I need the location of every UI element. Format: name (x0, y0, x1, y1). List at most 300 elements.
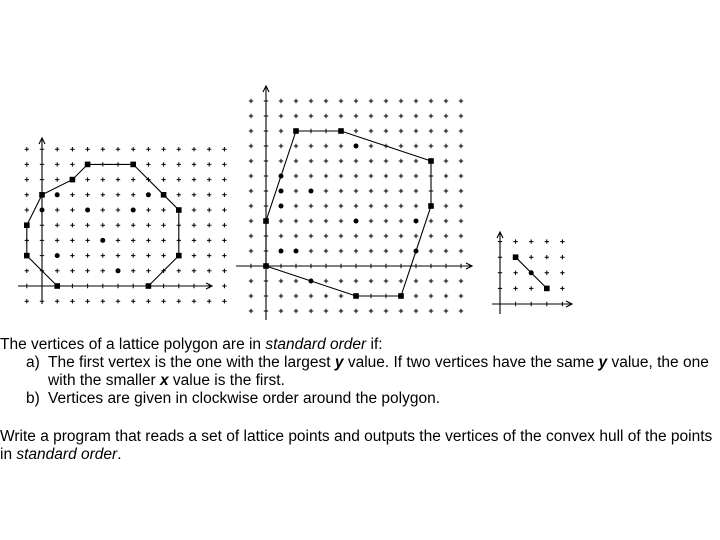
task-standard-order-term: standard order (16, 446, 118, 463)
lattice-point (369, 234, 373, 238)
lattice-point (25, 162, 29, 166)
lattice-point (324, 219, 328, 223)
lattice-point (339, 279, 343, 283)
interior-point (100, 238, 105, 243)
lattice-point (70, 238, 74, 242)
interior-point (354, 144, 359, 149)
lattice-point (444, 234, 448, 238)
lattice-point (560, 255, 564, 259)
lattice-point (249, 234, 253, 238)
lattice-point (294, 234, 298, 238)
lattice-point (207, 253, 211, 257)
lattice-point (339, 309, 343, 313)
lattice-point (369, 159, 373, 163)
lattice-point (146, 269, 150, 273)
lattice-point (177, 193, 181, 197)
lattice-point (339, 159, 343, 163)
lattice-point (309, 249, 313, 253)
lattice-point (131, 238, 135, 242)
lattice-point (249, 129, 253, 133)
lattice-point (192, 238, 196, 242)
task-suffix: . (117, 446, 122, 463)
hull-vertex (428, 203, 434, 209)
lattice-point (207, 223, 211, 227)
lattice-point (131, 269, 135, 273)
hull-vertex (39, 192, 45, 198)
lattice-point (324, 144, 328, 148)
lattice-point (70, 223, 74, 227)
lattice-point (207, 208, 211, 212)
lattice-point (85, 238, 89, 242)
lattice-point (324, 279, 328, 283)
lattice-point (414, 189, 418, 193)
lattice-point (309, 159, 313, 163)
lattice-point (513, 286, 517, 290)
lattice-point (146, 208, 150, 212)
hull-vertex (398, 293, 404, 299)
lattice-point (101, 208, 105, 212)
interior-point (55, 253, 60, 258)
lattice-point (294, 219, 298, 223)
lattice-point (101, 177, 105, 181)
lattice-large (236, 86, 472, 320)
lattice-point (384, 234, 388, 238)
hull-vertex (85, 162, 91, 168)
lattice-point (116, 299, 120, 303)
lattice-point (444, 279, 448, 283)
lattice-point (25, 269, 29, 273)
interior-point (40, 208, 45, 213)
lattice-point (324, 114, 328, 118)
lattice-point (85, 177, 89, 181)
lattice-point (222, 147, 226, 151)
lattice-point (354, 279, 358, 283)
lattice-point (459, 99, 463, 103)
lattice-point (192, 299, 196, 303)
lattice-point (279, 294, 283, 298)
lattice-point (429, 99, 433, 103)
lattice-point (324, 249, 328, 253)
lattice-point (414, 99, 418, 103)
lattice-point (279, 99, 283, 103)
lattice-point (399, 129, 403, 133)
lattice-point (369, 219, 373, 223)
lattice-point (55, 238, 59, 242)
lattice-point (414, 174, 418, 178)
interior-point (279, 189, 284, 194)
lattice-point (429, 234, 433, 238)
lattice-point (444, 129, 448, 133)
lattice-point (55, 147, 59, 151)
lattice-point (339, 294, 343, 298)
lattice-point (429, 249, 433, 253)
hull-vertex (544, 286, 550, 292)
lattice-point (339, 144, 343, 148)
lattice-point (192, 193, 196, 197)
lattice-point (131, 253, 135, 257)
lattice-point (414, 234, 418, 238)
lattice-point (324, 234, 328, 238)
lattice-point (339, 234, 343, 238)
hull-vertex (161, 192, 167, 198)
lattice-point (384, 279, 388, 283)
rule-a-text-2: value. If two vertices have the same (343, 354, 599, 371)
lattice-point (339, 204, 343, 208)
lattice-point (116, 238, 120, 242)
lattice-point (25, 208, 29, 212)
lattice-point (294, 144, 298, 148)
lattice-point (161, 253, 165, 257)
rule-b-marker: b) (26, 390, 40, 407)
lattice-point (513, 239, 517, 243)
lattice-point (309, 114, 313, 118)
interior-point (309, 189, 314, 194)
lattice-point (146, 299, 150, 303)
lattice-point (444, 99, 448, 103)
lattice-point (116, 253, 120, 257)
lattice-point (279, 219, 283, 223)
hull-vertex (263, 218, 269, 224)
lattice-point (459, 189, 463, 193)
lattice-point (116, 208, 120, 212)
lattice-point (70, 253, 74, 257)
lattice-point (414, 309, 418, 313)
lattice-point (279, 129, 283, 133)
lattice-point (161, 223, 165, 227)
lattice-point (192, 147, 196, 151)
lattice-point (459, 249, 463, 253)
lattice-point (222, 238, 226, 242)
lattice-point (177, 162, 181, 166)
lattice-point (354, 174, 358, 178)
interior-point (279, 249, 284, 254)
lattice-point (384, 189, 388, 193)
lattice-point (192, 223, 196, 227)
lattice-point (55, 299, 59, 303)
lattice-point (207, 147, 211, 151)
lattice-point (116, 177, 120, 181)
lattice-point (354, 204, 358, 208)
lattice-point (70, 147, 74, 151)
lattice-point (529, 239, 533, 243)
lattice-point (384, 174, 388, 178)
lattice-point (414, 114, 418, 118)
lattice-point (279, 234, 283, 238)
lattice-point (249, 99, 253, 103)
hull-vertex (24, 222, 30, 228)
rule-b-text: Vertices are given in clockwise order around the polygon. (48, 390, 441, 407)
lattice-point (70, 193, 74, 197)
lattice-point (222, 208, 226, 212)
lattice-point (85, 269, 89, 273)
lattice-point (444, 189, 448, 193)
lattice-point (369, 204, 373, 208)
lattice-point (85, 299, 89, 303)
lattice-point (309, 204, 313, 208)
standard-order-term: standard order (265, 336, 367, 353)
lattice-point (101, 193, 105, 197)
lattice-point (324, 204, 328, 208)
lattice-point (192, 253, 196, 257)
hull-vertex (353, 293, 359, 299)
lattice-point (161, 162, 165, 166)
lattice-point (25, 193, 29, 197)
lattice-point (309, 174, 313, 178)
lattice-point (369, 279, 373, 283)
lattice-point (369, 129, 373, 133)
lattice-point (384, 249, 388, 253)
lattice-point (399, 279, 403, 283)
lattice-point (161, 177, 165, 181)
lattice-point (222, 269, 226, 273)
lattice-point (222, 193, 226, 197)
lattice-point (131, 193, 135, 197)
hull-vertex (263, 263, 269, 269)
interior-point (279, 174, 284, 179)
lattice-point (459, 144, 463, 148)
rule-a-text-1: The first vertex is the one with the largest (48, 354, 335, 371)
interior-point (116, 268, 121, 273)
task-text (0, 428, 716, 464)
lattice-point (444, 219, 448, 223)
lattice-point (85, 253, 89, 257)
lattice-point (384, 309, 388, 313)
lattice-point (192, 208, 196, 212)
lattice-point (384, 159, 388, 163)
lattice-point (339, 219, 343, 223)
lattice-point (161, 208, 165, 212)
lattice-point (279, 279, 283, 283)
lattice-point (399, 249, 403, 253)
lattice-point (249, 294, 253, 298)
lattice-point (369, 309, 373, 313)
rule-a (0, 354, 716, 390)
lattice-point (414, 144, 418, 148)
lattice-point (177, 177, 181, 181)
lattice-point (309, 99, 313, 103)
lattice-point (55, 177, 59, 181)
lattice-point (429, 294, 433, 298)
intro-text: The vertices of a lattice polygon are in (0, 336, 266, 353)
lattice-point (249, 144, 253, 148)
lattice-point (70, 162, 74, 166)
rule-a-var-y: y (334, 354, 344, 371)
lattice-point (399, 189, 403, 193)
lattice-point (207, 193, 211, 197)
rule-b (0, 390, 716, 408)
lattice-point (354, 114, 358, 118)
lattice-point (101, 253, 105, 257)
lattice-point (354, 159, 358, 163)
lattice-point (101, 147, 105, 151)
lattice-point (55, 269, 59, 273)
lattice-point (222, 299, 226, 303)
lattice-point (207, 177, 211, 181)
intro-suffix: if: (366, 336, 383, 353)
interior-point (146, 192, 151, 197)
lattice-point (560, 271, 564, 275)
lattice-point (294, 294, 298, 298)
lattice-point (222, 284, 226, 288)
lattice-point (294, 204, 298, 208)
lattice-point (177, 147, 181, 151)
lattice-point (384, 204, 388, 208)
lattice-point (339, 189, 343, 193)
definition-text (0, 336, 716, 354)
lattice-point (339, 249, 343, 253)
lattice-point (459, 174, 463, 178)
hull-polygon (266, 131, 431, 296)
lattice-point (25, 177, 29, 181)
lattice-point (249, 159, 253, 163)
lattice-point (429, 129, 433, 133)
lattice-point (249, 174, 253, 178)
lattice-point (146, 147, 150, 151)
lattice-point (529, 286, 533, 290)
lattice-point (324, 174, 328, 178)
hull-vertex (176, 207, 182, 213)
lattice-point (429, 309, 433, 313)
lattice-point (192, 177, 196, 181)
lattice-point (354, 129, 358, 133)
hull-vertex (54, 283, 60, 289)
lattice-point (444, 294, 448, 298)
lattice-point (294, 114, 298, 118)
lattice-point (444, 309, 448, 313)
hull-vertex (176, 253, 182, 259)
lattice-point (146, 253, 150, 257)
lattice-point (85, 223, 89, 227)
lattice-point (249, 309, 253, 313)
lattice-point (459, 219, 463, 223)
lattice-point (414, 159, 418, 163)
lattice-point (222, 223, 226, 227)
lattice-point (369, 114, 373, 118)
lattice-point (529, 255, 533, 259)
lattice-point (161, 299, 165, 303)
lattice-point (279, 114, 283, 118)
lattice-point (339, 114, 343, 118)
lattice-point (429, 114, 433, 118)
lattice-point (459, 234, 463, 238)
lattice-point (324, 309, 328, 313)
lattice-point (354, 99, 358, 103)
interior-point (414, 219, 419, 224)
lattice-point (339, 174, 343, 178)
lattice-point (249, 204, 253, 208)
lattice-point (222, 162, 226, 166)
lattice-point (369, 249, 373, 253)
lattice-point (55, 162, 59, 166)
lattice-point (161, 147, 165, 151)
lattice-point (354, 249, 358, 253)
interior-point (414, 249, 419, 254)
interior-point (354, 219, 359, 224)
lattice-point (459, 129, 463, 133)
lattice-point (25, 299, 29, 303)
lattice-point (131, 147, 135, 151)
lattice-point (399, 219, 403, 223)
lattice-point (279, 144, 283, 148)
lattice-point (369, 174, 373, 178)
lattice-point (459, 204, 463, 208)
lattice-point (192, 269, 196, 273)
lattice-point (399, 234, 403, 238)
lattice-point (545, 255, 549, 259)
lattice-point (131, 223, 135, 227)
lattice-point (369, 144, 373, 148)
lattice-point (444, 204, 448, 208)
lattice-point (146, 238, 150, 242)
lattice-point (459, 159, 463, 163)
lattice-point (384, 114, 388, 118)
interior-point (279, 204, 284, 209)
lattice-point (324, 159, 328, 163)
lattice-point (294, 159, 298, 163)
lattice-point (279, 159, 283, 163)
lattice-point (279, 309, 283, 313)
interior-point (294, 249, 299, 254)
lattice-point (545, 271, 549, 275)
interior-point (55, 192, 60, 197)
lattice-point (294, 174, 298, 178)
hull-vertex (70, 177, 76, 183)
lattice-point (55, 208, 59, 212)
lattice-point (354, 189, 358, 193)
lattice-point (309, 219, 313, 223)
lattice-point (399, 204, 403, 208)
lattice-point (444, 114, 448, 118)
lattice-point (207, 162, 211, 166)
lattice-point (146, 162, 150, 166)
lattice-point (207, 269, 211, 273)
lattice-point (70, 208, 74, 212)
lattice-point (101, 269, 105, 273)
lattice-point (294, 309, 298, 313)
lattice-point (560, 239, 564, 243)
lattice-point (146, 223, 150, 227)
lattice-point (309, 294, 313, 298)
lattice-point (324, 99, 328, 103)
lattice-point (25, 147, 29, 151)
lattice-point (354, 309, 358, 313)
lattice-point (459, 309, 463, 313)
lattice-point (55, 223, 59, 227)
lattice-point (177, 299, 181, 303)
rule-a-text-4: value is the first. (168, 372, 285, 389)
rule-a-var-y2: y (598, 354, 608, 371)
hull-vertex (130, 162, 136, 168)
lattice-point (414, 279, 418, 283)
lattice-point (249, 189, 253, 193)
lattice-point (161, 238, 165, 242)
lattice-point (444, 144, 448, 148)
lattice-point (399, 99, 403, 103)
lattice-point (309, 234, 313, 238)
lattice-point (309, 144, 313, 148)
lattice-point (192, 162, 196, 166)
lattice-point (369, 189, 373, 193)
interior-point (85, 208, 90, 213)
lattice-point (399, 309, 403, 313)
lattice-point (429, 144, 433, 148)
interior-point (529, 270, 534, 275)
lattice-point (459, 114, 463, 118)
interior-point (309, 279, 314, 284)
hull-vertex (24, 253, 30, 259)
lattice-point (384, 129, 388, 133)
lattice-point (116, 223, 120, 227)
